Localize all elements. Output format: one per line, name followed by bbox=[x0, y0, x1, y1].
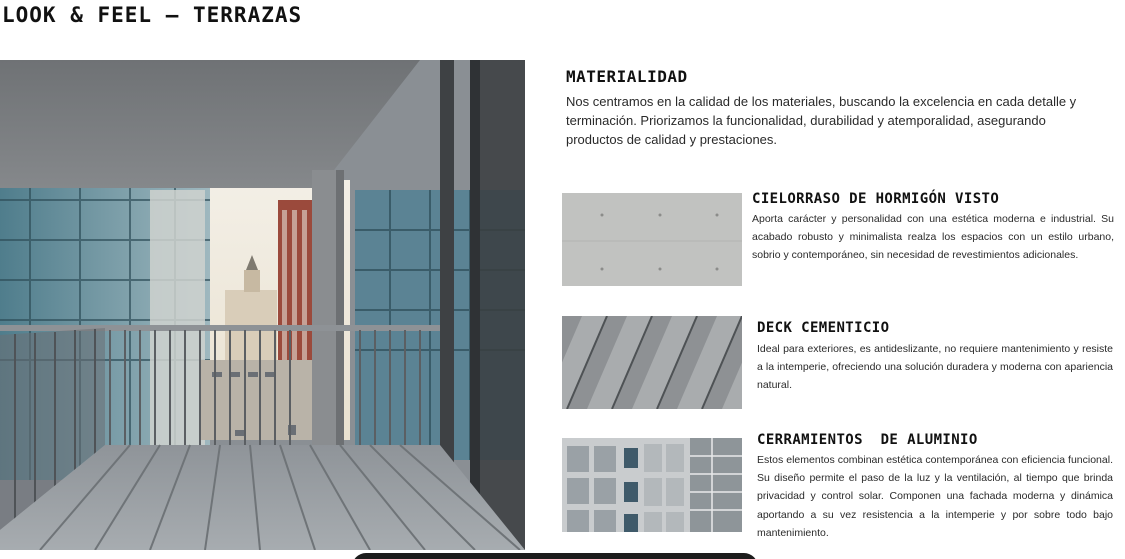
aluminium-enclosures-heading: CERRAMIENTOS DE ALUMINIO bbox=[757, 432, 978, 448]
materialidad-heading: MATERIALIDAD bbox=[566, 67, 688, 86]
cement-deck-description: Ideal para exteriores, es antideslizante, no requiere mantenimiento y resiste a la intemperie, ofreciendo una solución duradera y moderna con apariencia natural. bbox=[757, 343, 1113, 392]
page-title: LOOK & FEEL — TERRAZAS bbox=[2, 3, 303, 27]
concrete-ceiling-description: Aporta carácter y personalidad con una estética moderna e industrial. Su acabado robusto y minimalista realza los espacios con un estilo urbano, sobrio y contemporáneo, sin necesidad de revestimientos adicionales. bbox=[752, 213, 1114, 262]
bottom-overlay-bar bbox=[352, 553, 758, 559]
cement-deck-heading: DECK CEMENTICIO bbox=[757, 320, 890, 336]
exposed-concrete-thumbnail bbox=[562, 193, 742, 286]
cement-deck-thumbnail bbox=[562, 316, 742, 409]
materialidad-description: Nos centramos en la calidad de los materiales, buscando la excelencia en cada detalle y terminación. Priorizamos la funcionalidad, durabilidad y atemporalidad, asegurando productos de calidad y prestaciones. bbox=[566, 94, 1077, 147]
terrace-balcony-photo bbox=[0, 60, 525, 550]
concrete-ceiling-heading: CIELORRASO DE HORMIGÓN VISTO bbox=[752, 191, 1000, 207]
aluminium-facade-thumbnail bbox=[562, 438, 742, 532]
aluminium-enclosures-description: Estos elementos combinan estética contemporánea con eficiencia funcional. Su diseño permite el paso de la luz y la ventilación, al tiempo que brinda privacidad y control solar. Componen una fachada moderna y dinámica aportando a su vez resistencia a la intemperie y por sobre todo bajo mantenimiento. bbox=[757, 454, 1113, 539]
